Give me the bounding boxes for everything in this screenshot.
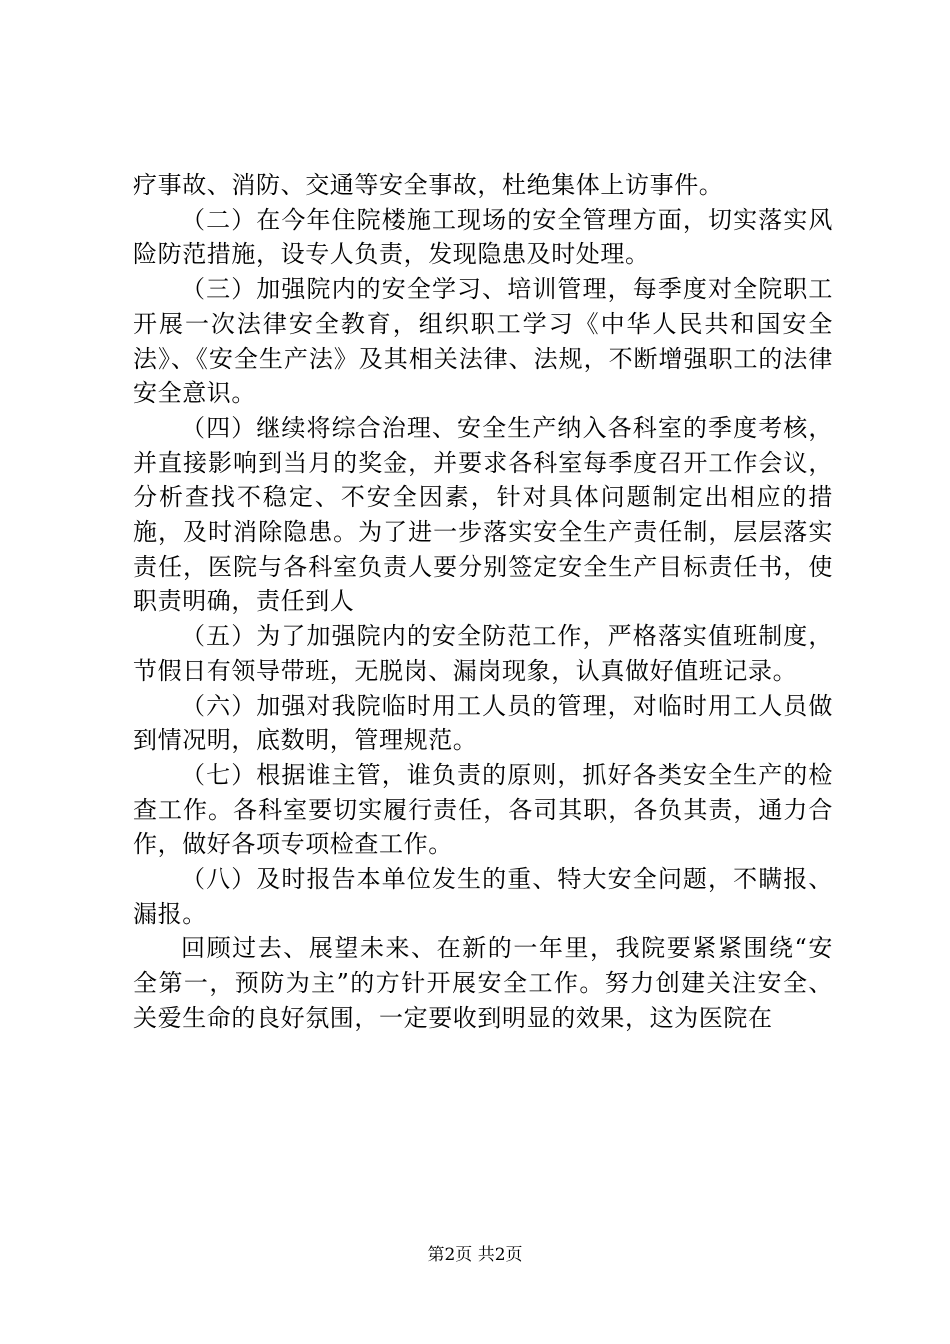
paragraph-2: （二）在今年住院楼施工现场的安全管理方面，切实落实风险防范措施，设专人负责，发现隐患及时处理。 xyxy=(133,205,833,269)
page-number: 第2页 共2页 xyxy=(427,1245,523,1265)
paragraph-5: （五）为了加强院内的安全防范工作，严格落实值班制度，节假日有领导带班，无脱岗、漏岗现象，认真做好值班记录。 xyxy=(133,622,833,685)
paragraph-6: （六）加强对我院临时用工人员的管理，对临时用工人员做到情况明，底数明，管理规范。 xyxy=(133,691,833,755)
page-footer xyxy=(0,1244,950,1266)
paragraph-7: （七）根据谁主管，谁负责的原则，抓好各类安全生产的检查工作。各科室要切实履行责任，各司其职，各负其责，通力合作，做好各项专项检查工作。 xyxy=(133,760,833,859)
paragraph-9: 回顾过去、展望未来、在新的一年里，我院要紧紧围绕“安全第一，预防为主”的方针开展安全工作。努力创建关注安全、关爱生命的良好氛围，一定要收到明显的效果，这为医院在 xyxy=(133,934,833,1032)
paragraph-4: （四）继续将综合治理、安全生产纳入各科室的季度考核，并直接影响到当月的奖金，并要求各科室每季度召开工作会议，分析查找不稳定、不安全因素，针对具体问题制定出相应的措施，及时消除隐患。为了进一步落实安全生产责任制，层层落实责任，医院与各科室负责人要分别签定安全生产目标责任书，使职责明确，责任到人 xyxy=(133,413,833,616)
document-body xyxy=(133,168,833,1036)
paragraph-8: （八）及时报告本单位发生的重、特大安全问题，不瞒报、漏报。 xyxy=(133,865,833,928)
paragraph-1: 疗事故、消防、交通等安全事故，杜绝集体上访事件。 xyxy=(133,171,724,199)
paragraph-3: （三）加强院内的安全学习、培训管理，每季度对全院职工开展一次法律安全教育，组织职工学习《中华人民共和国安全法》、《安全生产法》及其相关法律、法规，不断增强职工的法律安全意识。 xyxy=(133,275,833,408)
